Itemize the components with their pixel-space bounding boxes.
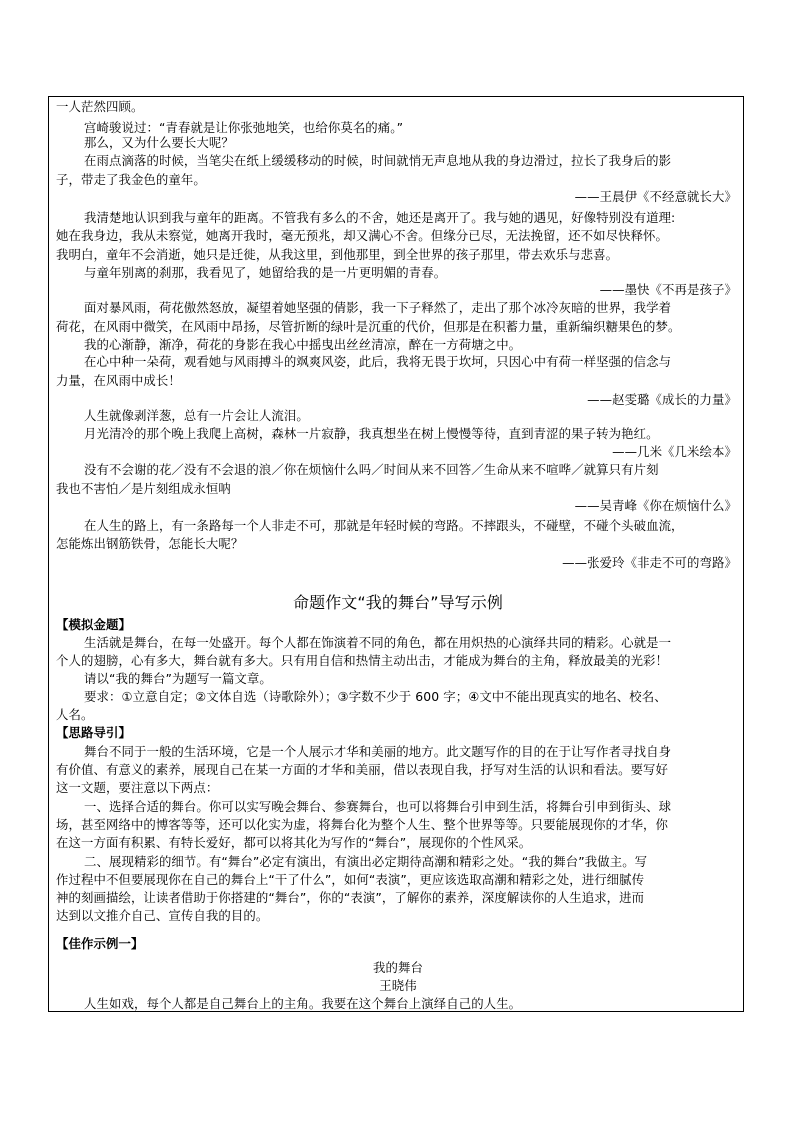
paragraph-line: 在心中种一朵荷，观看她与风雨搏斗的飒爽风姿，此后，我将无畏于坎坷，只因心中有荷一样坚强的信念与: [84, 354, 672, 369]
section-heading: 【模拟金题】: [56, 617, 131, 632]
paragraph-line: 我也不害怕／是片刻组成永恒呐: [56, 481, 231, 496]
paragraph-line: 在人生的路上，有一条路每一个人非走不可，那就是年轻时候的弯路。不摔跟头，不碰壁，不碰个头破血流，: [84, 518, 684, 533]
paragraph-line: 舞台不同于一般的生活环境，它是一个人展示才华和美丽的地方。此文题写作的目的在于让写作者寻找自身: [84, 744, 672, 759]
paragraph-line: 没有不会谢的花／没有不会退的浪／你在烦恼什么吗／时间从来不回答／生命从来不喧哗／就算只有片刻: [84, 462, 659, 477]
attribution: ——赵雯璐《成长的力量》: [587, 392, 737, 407]
requirements-line: 要求：①立意自定；②文体自选（诗歌除外）；③字数不少于 600 字；④文中不能出现真实的地名、校名、: [84, 689, 667, 704]
paragraph-line: 人生如戏，每个人都是自己舞台上的主角。我要在这个舞台上演绎自己的人生。: [84, 996, 522, 1011]
paragraph-line: 我清楚地认识到我与童年的距离。不管我有多么的不舍，她还是离开了。我与她的遇见，好像特别没有道理:: [84, 210, 676, 225]
paragraph-line: 我的心渐静，渐净，荷花的身影在我心中摇曳出丝丝清凉，醉在一方荷塘之中。: [84, 337, 522, 352]
paragraph-line: 月光清冷的那个晚上我爬上高树，森林一片寂静，我真想坐在树上慢慢等待，直到青涩的果子转为艳红。: [84, 426, 659, 441]
paragraph-line: 子，带走了我金色的童年。: [56, 172, 206, 187]
paragraph-line: 与童年别离的刹那，我看见了，她留给我的是一片更明媚的青春。: [84, 265, 447, 280]
text-line: 一人茫然四顾。: [56, 99, 144, 114]
paragraph-line: 个人的翅膀，心有多大，舞台就有多大。只有用自信和热情主动出击，才能成为舞台的主角，释放最美的光彩！: [56, 653, 669, 668]
attribution: ——吴青峰《你在烦恼什么》: [574, 498, 737, 513]
attribution: ——张爱玲《非走不可的弯路》: [562, 555, 737, 570]
attribution: ——几米《几米绘本》: [612, 444, 737, 459]
paragraph-line: 有价值、有意义的素养，展现自己在某一方面的才华和美丽，借以表现自我，抒写对生活的认识和看法。要写好: [56, 762, 669, 777]
paragraph-line: 达到以文推介自己、宣传自我的目的。: [56, 908, 269, 923]
essay-author: 王晓伟: [379, 978, 417, 993]
essay-title: 我的舞台: [373, 960, 423, 975]
paragraph-line: 请以“我的舞台”为题写一篇文章。: [84, 671, 272, 686]
paragraph-line: 场，甚至网络中的博客等等，还可以化实为虚，将舞台化为整个人生、整个世界等等。只要能展现你的才华，你: [56, 817, 669, 832]
paragraph-line: 荷花，在风雨中微笑，在风雨中昂扬，尽管折断的绿叶是沉重的代价，但那是在积蓄力量，重新编织糖果色的梦。: [56, 319, 681, 334]
paragraph-line: 人生就像剥洋葱，总有一片会让人流泪。: [84, 408, 309, 423]
paragraph-line: 二、展现精彩的细节。有“舞台”必定有演出，有演出必定期待高潮和精彩之处。“我的舞台”我做主。写: [84, 854, 648, 869]
attribution: ——墨快《不再是孩子》: [599, 282, 737, 297]
section-heading: 【佳作示例一】: [56, 936, 144, 951]
paragraph-line: 作过程中不但要展现你在自己的舞台上“干了什么”，如何“表演”，更应该选取高潮和精彩之处，进行细腻传: [56, 872, 645, 887]
text-line: 那么，又为什么要长大呢？: [84, 135, 234, 150]
paragraph-line: 面对暴风雨，荷花傲然怒放，凝望着她坚强的倩影，我一下子释然了，走出了那个冰冷灰暗的世界，我学着: [84, 300, 672, 315]
paragraph-line: 力量，在风雨中成长！: [56, 373, 181, 388]
paragraph-line: 人名。: [56, 707, 94, 722]
paragraph-line: 这一文题，要注意以下两点：: [56, 780, 219, 795]
paragraph-line: 在这一方面有积累、有特长爱好，都可以将其化为写作的“舞台”，展现你的个性风采。: [56, 835, 532, 850]
paragraph-line: 生活就是舞台，在每一处盛开。每个人都在饰演着不同的角色，都在用炽热的心演绎共同的精彩。心就是一: [84, 635, 672, 650]
paragraph-line: 她在我身边，我从未察觉，她离开我时，毫无预兆，却又满心不舍。但缘分已尽，无法挽留，还不如尽快释怀。: [56, 228, 669, 243]
paragraph-line: 怎能炼出钢筋铁骨，怎能长大呢？: [56, 536, 244, 551]
paragraph-line: 在雨点滴落的时候，当笔尖在纸上缓缓移动的时候，时间就悄无声息地从我的身边滑过，拉长了我身后的影: [84, 153, 672, 168]
quote-miyazaki: 宫崎骏说过：“青春就是让你张弛地笑，也给你莫名的痛。”: [84, 120, 404, 135]
attribution: ——王晨伊《不经意就长大》: [574, 189, 737, 204]
paragraph-line: 一、选择合适的舞台。你可以实写晚会舞台、参赛舞台，也可以将舞台引申到生活，将舞台引申到街头、球: [84, 799, 672, 814]
paragraph-line: 我明白，童年不会消逝，她只是迁徙，从我这里，到他那里，到全世界的孩子那里，带去欢乐与悲喜。: [56, 247, 619, 262]
paragraph-line: 神的刻画描绘，让读者借助于你搭建的“舞台”，你的“表演”，了解你的素养，深度解读你的人生追求，进而: [56, 890, 645, 905]
section-heading: 【思路导引】: [56, 725, 131, 740]
section-title: 命题作文“我的舞台”导写示例: [293, 593, 503, 612]
